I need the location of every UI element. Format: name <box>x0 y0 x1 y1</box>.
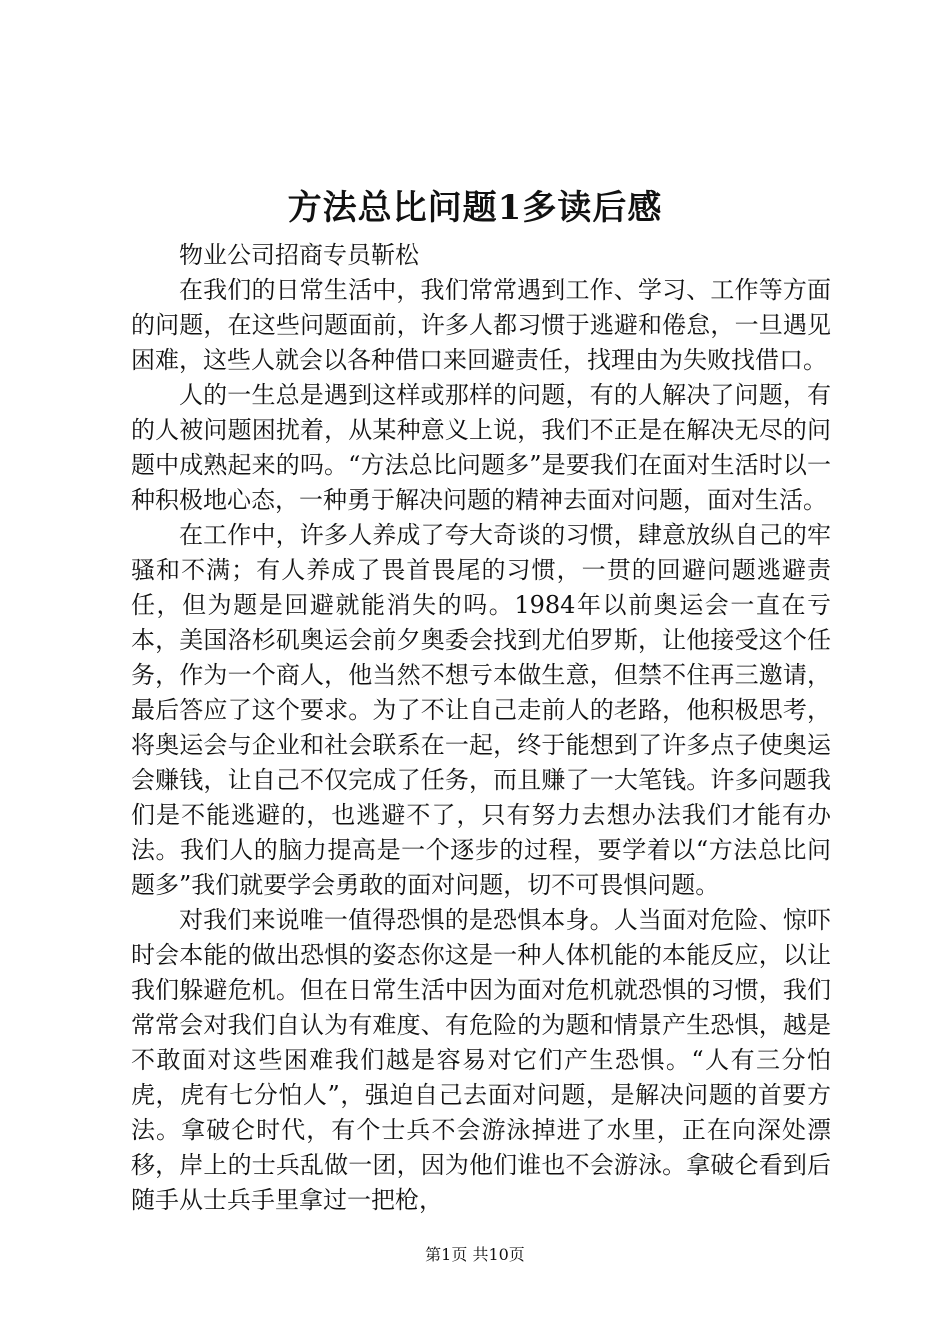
author-line: 物业公司招商专员靳松 <box>179 241 419 269</box>
paragraph-3: 在工作中，许多人养成了夸大奇谈的习惯，肆意放纵自己的牢骚和不满；有人养成了畏首畏尾的习惯，一贯的回避问题逃避责任，但为题是回避就能消失的吗。1984年以前奥运会一直在亏本，美国洛杉矶奥运会前夕奥委会找到尤伯罗斯，让他接受这个任务，作为一个商人，他当然不想亏本做生意，但禁不住再三邀请，最后答应了这个要求。为了不让自己走前人的老路，他积极思考，将奥运会与企业和社会联系在一起，终于能想到了许多点子使奥运会赚钱，让自己不仅完成了任务，而且赚了一大笔钱。许多问题我们是不能逃避的，也逃避不了，只有努力去想办法我们才能有办法。我们人的脑力提高是一个逐步的过程，要学着以“方法总比问题多”我们就要学会勇敢的面对问题，切不可畏惧问题。 <box>131 521 831 899</box>
paragraph-4: 对我们来说唯一值得恐惧的是恐惧本身。人当面对危险、惊吓时会本能的做出恐惧的姿态你这是一种人体机能的本能反应，以让我们躲避危机。但在日常生活中因为面对危机就恐惧的习惯，我们常常会对我们自认为有难度、有危险的为题和情景产生恐惧，越是不敢面对这些困难我们越是容易对它们产生恐惧。“人有三分怕虎，虎有七分怕人”，强迫自己去面对问题，是解决问题的首要方法。拿破仑时代，有个士兵不会游泳掉进了水里，正在向深处漂移，岸上的士兵乱做一团，因为他们谁也不会游泳。拿破仑看到后随手从士兵手里拿过一把枪， <box>131 906 831 1214</box>
paragraph-2: 人的一生总是遇到这样或那样的问题，有的人解决了问题，有的人被问题困扰着，从某种意义上说，我们不正是在解决无尽的问题中成熟起来的吗。“方法总比问题多”是要我们在面对生活时以一种积极地心态，一种勇于解决问题的精神去面对问题，面对生活。 <box>131 381 831 514</box>
paragraph-1: 在我们的日常生活中，我们常常遇到工作、学习、工作等方面的问题，在这些问题面前，许多人都习惯于逃避和倦怠，一旦遇见困难，这些人就会以各种借口来回避责任，找理由为失败找借口。 <box>131 276 831 374</box>
page-number-footer: 第1页 共10页 <box>425 1245 525 1264</box>
document-body <box>131 238 831 1218</box>
document-title: 方法总比问题1多读后感 <box>287 188 663 228</box>
